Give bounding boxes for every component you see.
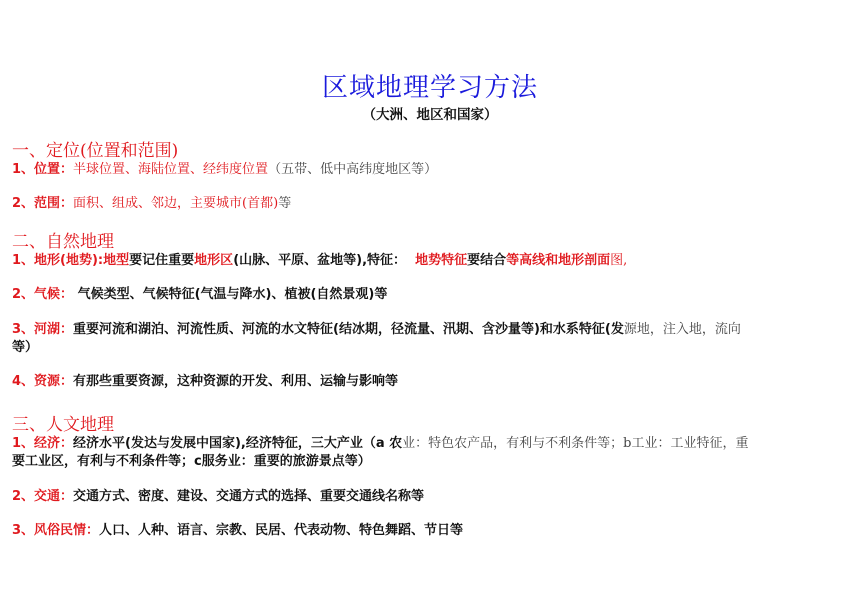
item-label: 2、交通： bbox=[12, 489, 74, 504]
item-text: 地势特征 bbox=[415, 253, 468, 268]
item-text: 地形区 bbox=[194, 253, 234, 268]
section-heading-location: 一、定位(位置和范围) bbox=[12, 141, 179, 161]
item-label: 3、风俗民情： bbox=[12, 523, 100, 538]
section-heading-human: 三、人文地理 bbox=[12, 415, 114, 435]
item-note: （五带、低中高纬度地区等） bbox=[268, 162, 438, 177]
item-text: 气候类型、气候特征(气温与降水)、植被(自然景观)等 bbox=[73, 287, 388, 302]
page-title: 区域地理学习方法 bbox=[321, 73, 538, 103]
item-text: 面积、组成、邻边，主要城市(首都) bbox=[73, 196, 279, 211]
item-label: 2、范围： bbox=[12, 196, 74, 211]
item-text: (山脉、平原、盆地等),特征： bbox=[233, 253, 416, 268]
item-text: 图, bbox=[610, 253, 628, 268]
item-label: 2、气候： bbox=[12, 287, 74, 302]
item-note: 等 bbox=[278, 196, 292, 211]
item-text: 人口、人种、语言、宗教、民居、代表动物、特色舞蹈、节日等 bbox=[99, 523, 464, 538]
item-customs bbox=[12, 522, 844, 540]
page-subtitle: （大洲、地区和国家） bbox=[362, 107, 498, 123]
item-climate bbox=[12, 286, 844, 304]
item-economy bbox=[12, 435, 844, 471]
item-label: 1、经济： bbox=[12, 436, 74, 451]
item-terrain bbox=[12, 252, 844, 270]
item-text: 经济水平(发达与发展中国家),经济特征，三大产业（a 农 bbox=[73, 436, 403, 451]
item-text: 要结合 bbox=[467, 253, 507, 268]
item-label: 3、河湖： bbox=[12, 322, 74, 337]
item-text: 重要河流和湖泊、河流性质、河流的水文特征(结冰期，径流量、汛期、含沙量等)和水系特征(发 bbox=[73, 322, 624, 337]
item-text: 地型 bbox=[103, 253, 130, 268]
item-rivers bbox=[12, 321, 844, 357]
item-label: 1、地形(地势): bbox=[12, 253, 104, 268]
item-text: 等） bbox=[12, 340, 39, 355]
item-text: 源地，注入地，流向 bbox=[623, 322, 741, 337]
item-text: 有那些重要资源，这种资源的开发、利用、运输与影响等 bbox=[73, 374, 399, 389]
item-label: 1、位置： bbox=[12, 162, 74, 177]
item-label: 4、资源： bbox=[12, 374, 74, 389]
item-text: 要记住重要 bbox=[129, 253, 195, 268]
item-text: 半球位置、海陆位置、经纬度位置 bbox=[73, 162, 269, 177]
item-resources bbox=[12, 373, 844, 391]
item-range bbox=[12, 195, 844, 213]
section-heading-physical: 二、自然地理 bbox=[12, 232, 114, 252]
item-text: 等高线和地形剖面 bbox=[506, 253, 611, 268]
item-transport bbox=[12, 488, 844, 506]
item-text: 要工业区，有利与不利条件等；c服务业：重要的旅游景点等） bbox=[12, 454, 371, 469]
item-position bbox=[12, 161, 844, 179]
item-text: 交通方式、密度、建设、交通方式的选择、重要交通线名称等 bbox=[73, 489, 425, 504]
item-text: 业：特色农产品，有利与不利条件等；b工业：工业特征，重 bbox=[402, 436, 749, 451]
